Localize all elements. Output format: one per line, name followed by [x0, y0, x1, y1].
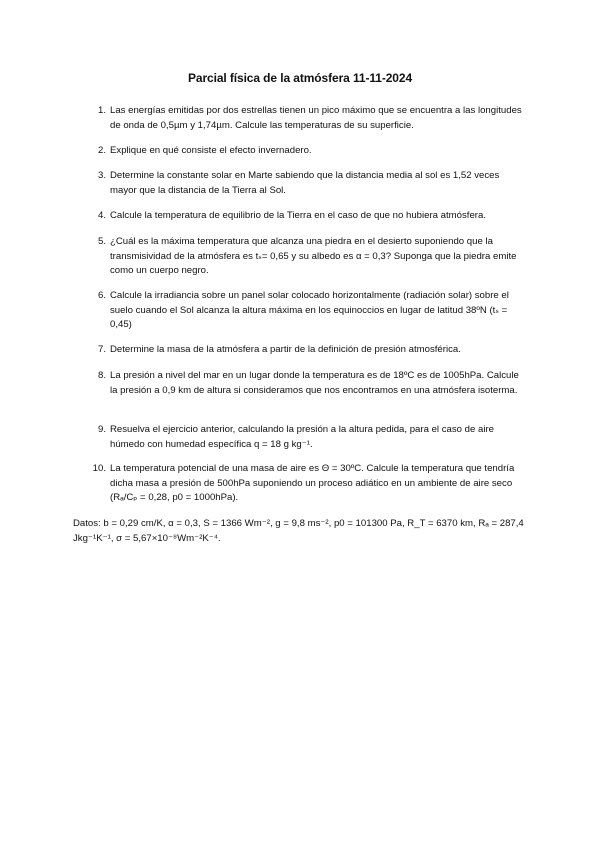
question-text: Determine la constante solar en Marte sabiendo que la distancia media al sol es 1,52 veces mayor que la distancia de la Tierra al Sol.: [110, 170, 500, 196]
question-number: 7.: [97, 344, 106, 355]
data-constants: Datos: b = 0,29 cm/K, α = 0,3, S = 1366 Wm⁻², g = 9,8 ms⁻², p0 = 101300 Pa, R_T = 6370 km, Rₐ = 287,4 Jkg⁻¹K⁻¹, σ = 5,67×10⁻⁸Wm⁻²K⁻⁴.: [73, 518, 524, 544]
question-number: 9.: [97, 424, 106, 435]
question-text: Explique en qué consiste el efecto invernadero.: [110, 145, 312, 156]
question-item: [86, 289, 526, 333]
question-item: [86, 423, 526, 452]
question-text: La presión a nivel del mar en un lugar donde la temperatura es de 18ºC es de 1005hPa. Calcule la presión a 0,9 km de altura si consideramos que nos encontramos en una atmósfera isoterma.: [110, 370, 519, 396]
question-text: La temperatura potencial de una masa de aire es Θ = 30ºC. Calcule la temperatura que tendría dicha masa a presión de 500hPa suponiendo un proceso adiático en un ambiente de aire seco (Rₐ/Cₚ = 0,28, p0 = 1000hPa).: [110, 463, 515, 503]
question-number: 5.: [97, 236, 106, 247]
page-title: Parcial física de la atmósfera 11-11-2024: [187, 71, 413, 85]
question-text: Las energías emitidas por dos estrellas tienen un pico máximo que se encuentra a las longitudes de onda de 0,5µm y 1,74µm. Calcule las temperaturas de su superficie.: [110, 105, 522, 131]
question-number: 8.: [97, 370, 106, 381]
question-number: 1.: [97, 105, 106, 116]
question-item: [86, 369, 526, 398]
question-item: [86, 209, 526, 224]
question-number: 4.: [97, 210, 106, 221]
question-item: [86, 343, 526, 358]
question-text: Determine la masa de la atmósfera a partir de la definición de presión atmosférica.: [110, 344, 461, 355]
question-item: [86, 104, 526, 133]
question-item: [86, 235, 526, 279]
question-text: ¿Cuál es la máxima temperatura que alcanza una piedra en el desierto suponiendo que la transmisividad de la atmósfera es tₛ= 0,65 y su albedo es α = 0,3? Suponga que la piedra emite como un cuerpo negro.: [110, 236, 517, 276]
question-text: Calcule la irradiancia sobre un panel solar colocado horizontalmente (radiación solar) sobre el suelo cuando el Sol alcanza la altura máxima en los equinoccios en lugar de latitud 38ºN (tₛ = 0,45): [110, 290, 509, 330]
question-number: 3.: [97, 170, 106, 181]
question-text: Resuelva el ejercicio anterior, calculando la presión a la altura pedida, para el caso de aire húmedo con humedad específica q = 18 g kg⁻¹.: [110, 424, 494, 450]
question-number: 10.: [92, 463, 106, 474]
question-item: [86, 169, 526, 198]
question-item: [86, 144, 526, 159]
question-number: 2.: [97, 145, 106, 156]
question-number: 6.: [97, 290, 106, 301]
question-text: Calcule la temperatura de equilibrio de la Tierra en el caso de que no hubiera atmósfera.: [110, 210, 486, 221]
question-item: [86, 462, 526, 506]
